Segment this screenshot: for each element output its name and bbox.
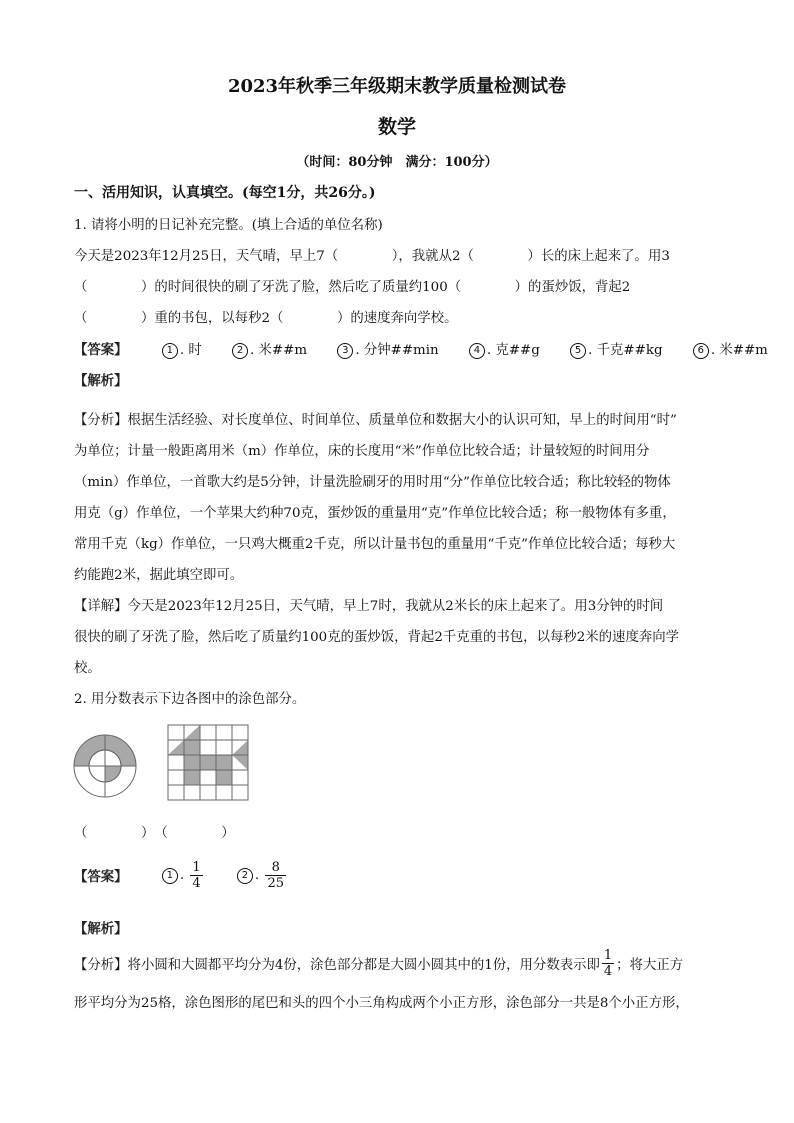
q2-fenxi-line: 【分析】将小圆和大圆都平均分为4份，涂色部分都是大圆小圆其中的1份，用分数表示即 $\frac{1}{4}$ ；将大正方 bbox=[74, 948, 684, 979]
fenxi-line: 用克（g）作单位，一个苹果大约种70克，蛋炒饭的重量用“克”作单位比较合适；称一般物体有多重， bbox=[74, 506, 676, 521]
answer-option: 6 . 米##m bbox=[693, 343, 768, 358]
answer-option: 3 . 分钟##min bbox=[337, 343, 438, 358]
figure-svg bbox=[72, 724, 262, 808]
answer-option: 2 . 米##m bbox=[232, 343, 307, 358]
answer-option: 5 . 千克##kg bbox=[570, 343, 662, 358]
fenxi-line: 约能跑2米，据此填空即可。 bbox=[74, 568, 244, 583]
xiangjie-line: 很快的刷了牙洗了脸，然后吃了质量约100克的蛋炒饭，背起2千克重的书包，以每秒2米的速度奔向学 bbox=[74, 630, 680, 645]
answer-fraction: $\frac{1}{4}$ bbox=[192, 860, 201, 891]
grid-figure bbox=[168, 725, 248, 800]
answer-fraction: $\frac{8}{25}$ bbox=[267, 860, 284, 891]
answer-option: 1 . 时 bbox=[162, 343, 202, 358]
q1-stem: 1. 请将小明的日记补充完整。(填上合适的单位名称) bbox=[74, 218, 383, 233]
fenxi-line: 【分析】根据生活经验、对长度单位、时间单位、质量单位和数据大小的认识可知，早上的时间用“时” bbox=[74, 413, 677, 428]
exam-title: 2023年秋季三年级期末教学质量检测试卷 bbox=[227, 76, 567, 97]
q2-figures bbox=[72, 724, 262, 812]
analysis-tag: 【解析】 bbox=[74, 373, 128, 389]
q1-line3: （ ）重的书包，以每秒2（ ）的速度奔向学校。 bbox=[74, 311, 458, 326]
circle-figure bbox=[74, 735, 136, 797]
q2-blanks: （ ） （ ） bbox=[74, 826, 235, 841]
q1-answer-row bbox=[74, 339, 768, 359]
q2-fenxi-line: 形平均分为25格，涂色图形的尾巴和头的四个小三角构成两个小正方形，涂色部分一共是8个小正方形， bbox=[74, 996, 689, 1011]
q2-stem: 2. 用分数表示下边各图中的涂色部分。 bbox=[74, 692, 306, 707]
answer-option: 1 . bbox=[162, 868, 184, 883]
answer-option: 2 . bbox=[237, 868, 259, 883]
q1-line1: 今天是2023年12月25日，天气晴，早上7（ ），我就从2（ ）长的床上起来了。用3 bbox=[74, 249, 670, 264]
xiangjie-line: 【详解】今天是2023年12月25日，天气晴，早上7时，我就从2米长的床上起来了。用3分钟的时间 bbox=[74, 599, 664, 614]
answer-tag: 【答案】 bbox=[74, 869, 128, 885]
fenxi-line: 常用千克（kg）作单位，一只鸡大概重2千克，所以计量书包的重量用“千克”作单位比较合适；每秒大 bbox=[74, 537, 676, 552]
subject-title: 数学 bbox=[377, 116, 416, 138]
q1-line2: （ ）的时间很快的刷了牙洗了脸，然后吃了质量约100（ ）的蛋炒饭，背起2 bbox=[74, 280, 631, 295]
q2-answer-row bbox=[74, 860, 288, 891]
xiangjie-line: 校。 bbox=[74, 661, 101, 676]
time-score: （时间：80分钟 满分：100分） bbox=[296, 155, 498, 170]
answer-tag: 【答案】 bbox=[74, 342, 128, 358]
section-heading: 一、活用知识，认真填空。(每空1分，共26分。) bbox=[74, 185, 376, 201]
fenxi-fraction: $\frac{1}{4}$ bbox=[603, 948, 613, 979]
answer-option: 4 . 克##g bbox=[469, 343, 540, 358]
analysis-tag: 【解析】 bbox=[74, 921, 128, 937]
fenxi-line: 为单位；计量一般距离用米（m）作单位，床的长度用“米”作单位比较合适；计量较短的时间用分 bbox=[74, 444, 650, 459]
fenxi-line: （min）作单位，一首歌大约是5分钟，计量洗脸刷牙的用时用“分”作单位比较合适；称比较轻的物体 bbox=[74, 475, 671, 490]
